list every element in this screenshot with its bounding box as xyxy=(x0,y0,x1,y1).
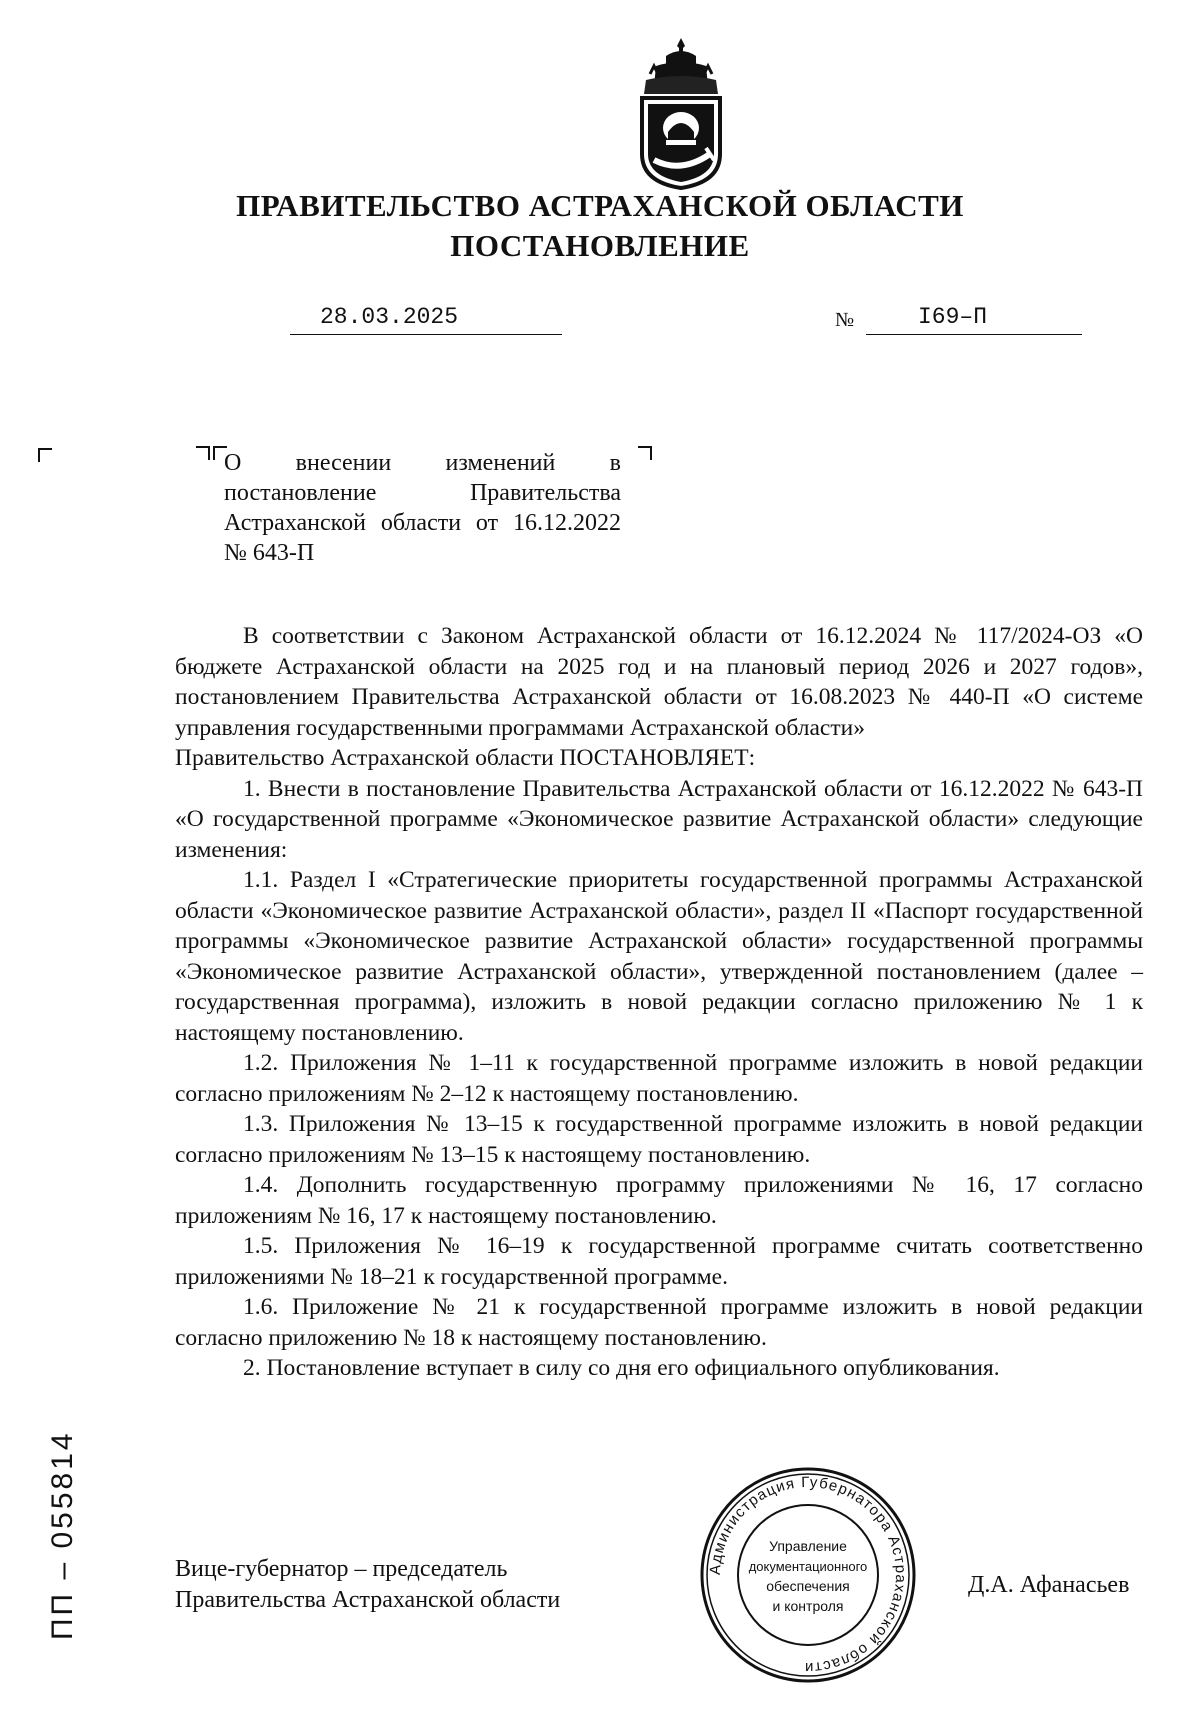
item-1-1: 1.1. Раздел I «Стратегические приоритеты государственной программы Астраханской области «Экономическое развитие Астраханской области», раздел II «Паспорт государственной программы «Экономическое развитие Астраханской области» государственной программы «Экономическое развитие Астраханской области», утвержденной постановлением (далее – государственная программа), изложить в новой редакции согласно приложению № 1 к настоящему постановлению. xyxy=(175,867,1143,1046)
official-stamp xyxy=(698,1465,918,1685)
item-1-4: 1.4. Дополнить государственную программу приложениями № 16, 17 согласно приложениям № 16, 17 к настоящему постановлению. xyxy=(175,1172,1143,1229)
document-subject: О внесении изменений в постановление Правительства Астраханской области от 16.12.2022 № 643-П xyxy=(224,450,621,566)
stamp-center-line4: и контроля xyxy=(772,1598,844,1614)
government-title: ПРАВИТЕЛЬСТВО АСТРАХАНСКОЙ ОБЛАСТИ xyxy=(236,188,964,223)
document-type-title: ПОСТАНОВЛЕНИЕ xyxy=(450,228,750,263)
side-registration-mark: ПП – 055814 xyxy=(46,1430,79,1640)
stamp-ring-text: Администрация Губернатора Астраханской области xyxy=(706,1473,910,1677)
stamp-center-line2: документационного xyxy=(748,1559,868,1574)
item-1: 1. Внести в постановление Правительства Астраханской области от 16.12.2022 № 643-П «О государственной программе «Экономическое развитие Астраханской области» следующие изменения: xyxy=(175,775,1143,863)
number-field xyxy=(866,304,1082,335)
item-1-3: 1.3. Приложения № 13–15 к государственной программе изложить в новой редакции согласно приложениям № 13–15 к настоящему постановлению. xyxy=(175,1111,1143,1168)
number-label: № xyxy=(835,309,855,331)
item-1-2: 1.2. Приложения № 1–11 к государственной программе изложить в новой редакции согласно приложениям № 2–12 к настоящему постановлению. xyxy=(175,1050,1143,1107)
date-field xyxy=(290,304,562,335)
signatory-position-line1: Вице-губернатор – председатель xyxy=(175,1556,508,1582)
signatory-name: Д.А. Афанасьев xyxy=(968,1572,1130,1598)
corner-mark-subject-right-a xyxy=(196,446,210,460)
item-1-5: 1.5. Приложения № 16–19 к государственной программе считать соответственно приложениями № 18–21 к государственной программе. xyxy=(175,1233,1143,1290)
decree-line: Правительство Астраханской области ПОСТАНОВЛЯЕТ: xyxy=(175,745,756,771)
preamble-paragraph: В соответствии с Законом Астраханской области от 16.12.2024 № 117/2024-ОЗ «О бюджете Астраханской области на 2025 год и на плановый период 2026 и 2027 годов», постановлением Правительства Астраханской области от 16.08.2023 № 440-П «О системе управления государственными программами Астраханской области» xyxy=(175,623,1143,741)
document-body xyxy=(175,621,1143,1384)
document-date: 28.03.2025 xyxy=(320,304,459,330)
stamp-center-line1: Управление xyxy=(769,1538,847,1554)
corner-mark-subject-right xyxy=(638,446,652,460)
item-1-6: 1.6. Приложение № 21 к государственной программе изложить в новой редакции согласно приложению № 18 к настоящему постановлению. xyxy=(175,1294,1143,1351)
stamp-center-line3: обеспечения xyxy=(766,1578,850,1594)
coat-of-arms-emblem xyxy=(636,36,726,191)
corner-mark-left xyxy=(38,448,52,462)
signatory-position-line2: Правительства Астраханской области xyxy=(175,1587,561,1613)
item-2: 2. Постановление вступает в силу со дня его официального опубликования. xyxy=(243,1355,1000,1381)
document-number: I69–П xyxy=(918,304,988,330)
